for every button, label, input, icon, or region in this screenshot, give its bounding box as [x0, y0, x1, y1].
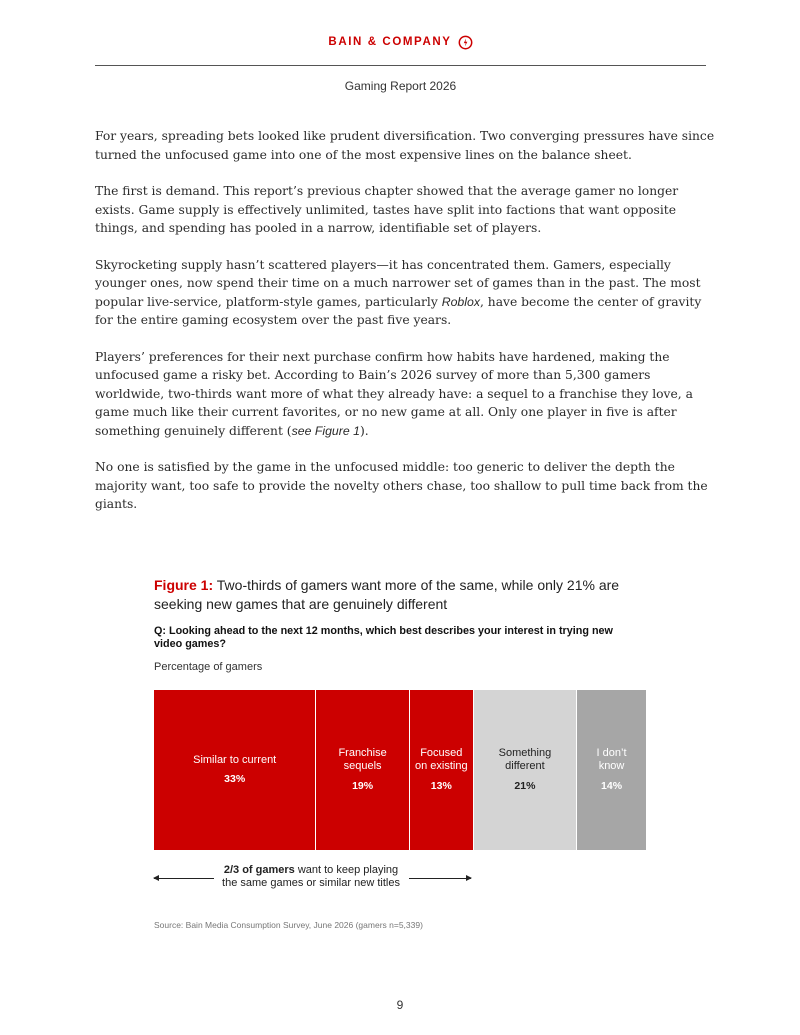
paragraph-2: The first is demand. This report’s previous chapter showed that the average gamer no longer exists. Game supply is effectively unlimited, tastes have split into factions that want opposite things, and spending has pooled in a narrow, identifiable set of players.	[95, 184, 679, 235]
bar-segment	[410, 690, 474, 850]
bar-segment-value: 19%	[352, 779, 374, 792]
header-divider	[95, 65, 706, 66]
figure-reference: see Figure 1	[291, 423, 360, 438]
paragraph-4-text: Players’ preferences for their next purchase confirm how habits have hardened, making the unfocused game a risky bet. According to Bain’s 2026 survey of more than 5,300 gamers worldwide, two-thirds want more of what they already have: a sequel to a franchise they love, a game much like their current favorites, or no new game at all. Only one player in five is after something genuinely different (	[95, 349, 693, 438]
stacked-bar-chart	[154, 690, 646, 850]
bar-segment-value: 33%	[224, 773, 246, 785]
paragraph-3-text: Skyrocketing supply hasn’t scattered players—it has concentrated them. Gamers, especially younger ones, now spend their time on a much narrower set of games than in the past. The most popular live-service, platform-style games, particularly	[95, 257, 701, 309]
bain-logo-icon	[458, 35, 473, 50]
body-text	[95, 127, 715, 532]
paragraph-4	[95, 348, 715, 441]
figure-title	[154, 576, 624, 614]
bar-segment	[154, 690, 316, 850]
paragraph-1: For years, spreading bets looked like prudent diversification. Two converging pressures have since turned the unfocused game into one of the most expensive lines on the balance sheet.	[95, 129, 715, 162]
bar-segment-label: Something different	[498, 746, 552, 773]
survey-question: Q: Looking ahead to the next 12 months, which best describes your interest in trying new video games?	[154, 625, 613, 650]
chart-unit-label: Percentage of gamers	[154, 661, 263, 673]
figure-source: Source: Bain Media Consumption Survey, June 2026 (gamers n=5,339)	[154, 920, 423, 930]
paragraph-5: No one is satisfied by the game in the unfocused middle: too generic to deliver the depth the majority want, too safe to provide the novelty others chase, too shallow to pull time back from the giants.	[95, 460, 708, 511]
arrow-left-icon	[154, 878, 214, 879]
bar-segment	[577, 690, 646, 850]
paragraph-3	[95, 256, 715, 330]
report-title: Gaming Report 2026	[344, 79, 457, 93]
bar-segment	[316, 690, 409, 850]
bar-segment-label: Franchise sequels	[338, 746, 387, 773]
bar-segment-label: Similar to current	[193, 753, 277, 766]
arrow-right-icon	[409, 878, 471, 879]
annotation-rest: want to keep playing the same games or similar new titles	[222, 864, 400, 889]
figure-label: Figure 1:	[154, 577, 214, 593]
paragraph-3-text-end: , have become the center of gravity for the entire gaming ecosystem over the past five years.	[95, 294, 702, 327]
bar-segment-value: 21%	[514, 779, 536, 792]
figure-title-text: Two-thirds of gamers want more of the same, while only 21% are seeking new games that are genuinely different	[154, 577, 620, 612]
two-thirds-annotation	[154, 864, 474, 894]
page-header	[95, 32, 706, 93]
bar-segment-label: I don’t know	[596, 746, 627, 773]
figure-1	[154, 576, 646, 930]
bar-segment-value: 14%	[601, 779, 623, 792]
bar-segment-label: Focused on existing	[415, 746, 468, 773]
brand-logo	[95, 32, 706, 52]
brand-name: BAIN & COMPANY	[328, 36, 452, 48]
roblox-title: Roblox	[441, 294, 480, 309]
annotation-bold: 2/3 of gamers	[223, 864, 295, 876]
paragraph-4-text-end: ).	[359, 423, 369, 438]
bar-segment	[474, 690, 577, 850]
page-number: 9	[396, 998, 404, 1012]
annotation-text	[216, 864, 406, 890]
bar-segment-value: 13%	[430, 779, 452, 792]
